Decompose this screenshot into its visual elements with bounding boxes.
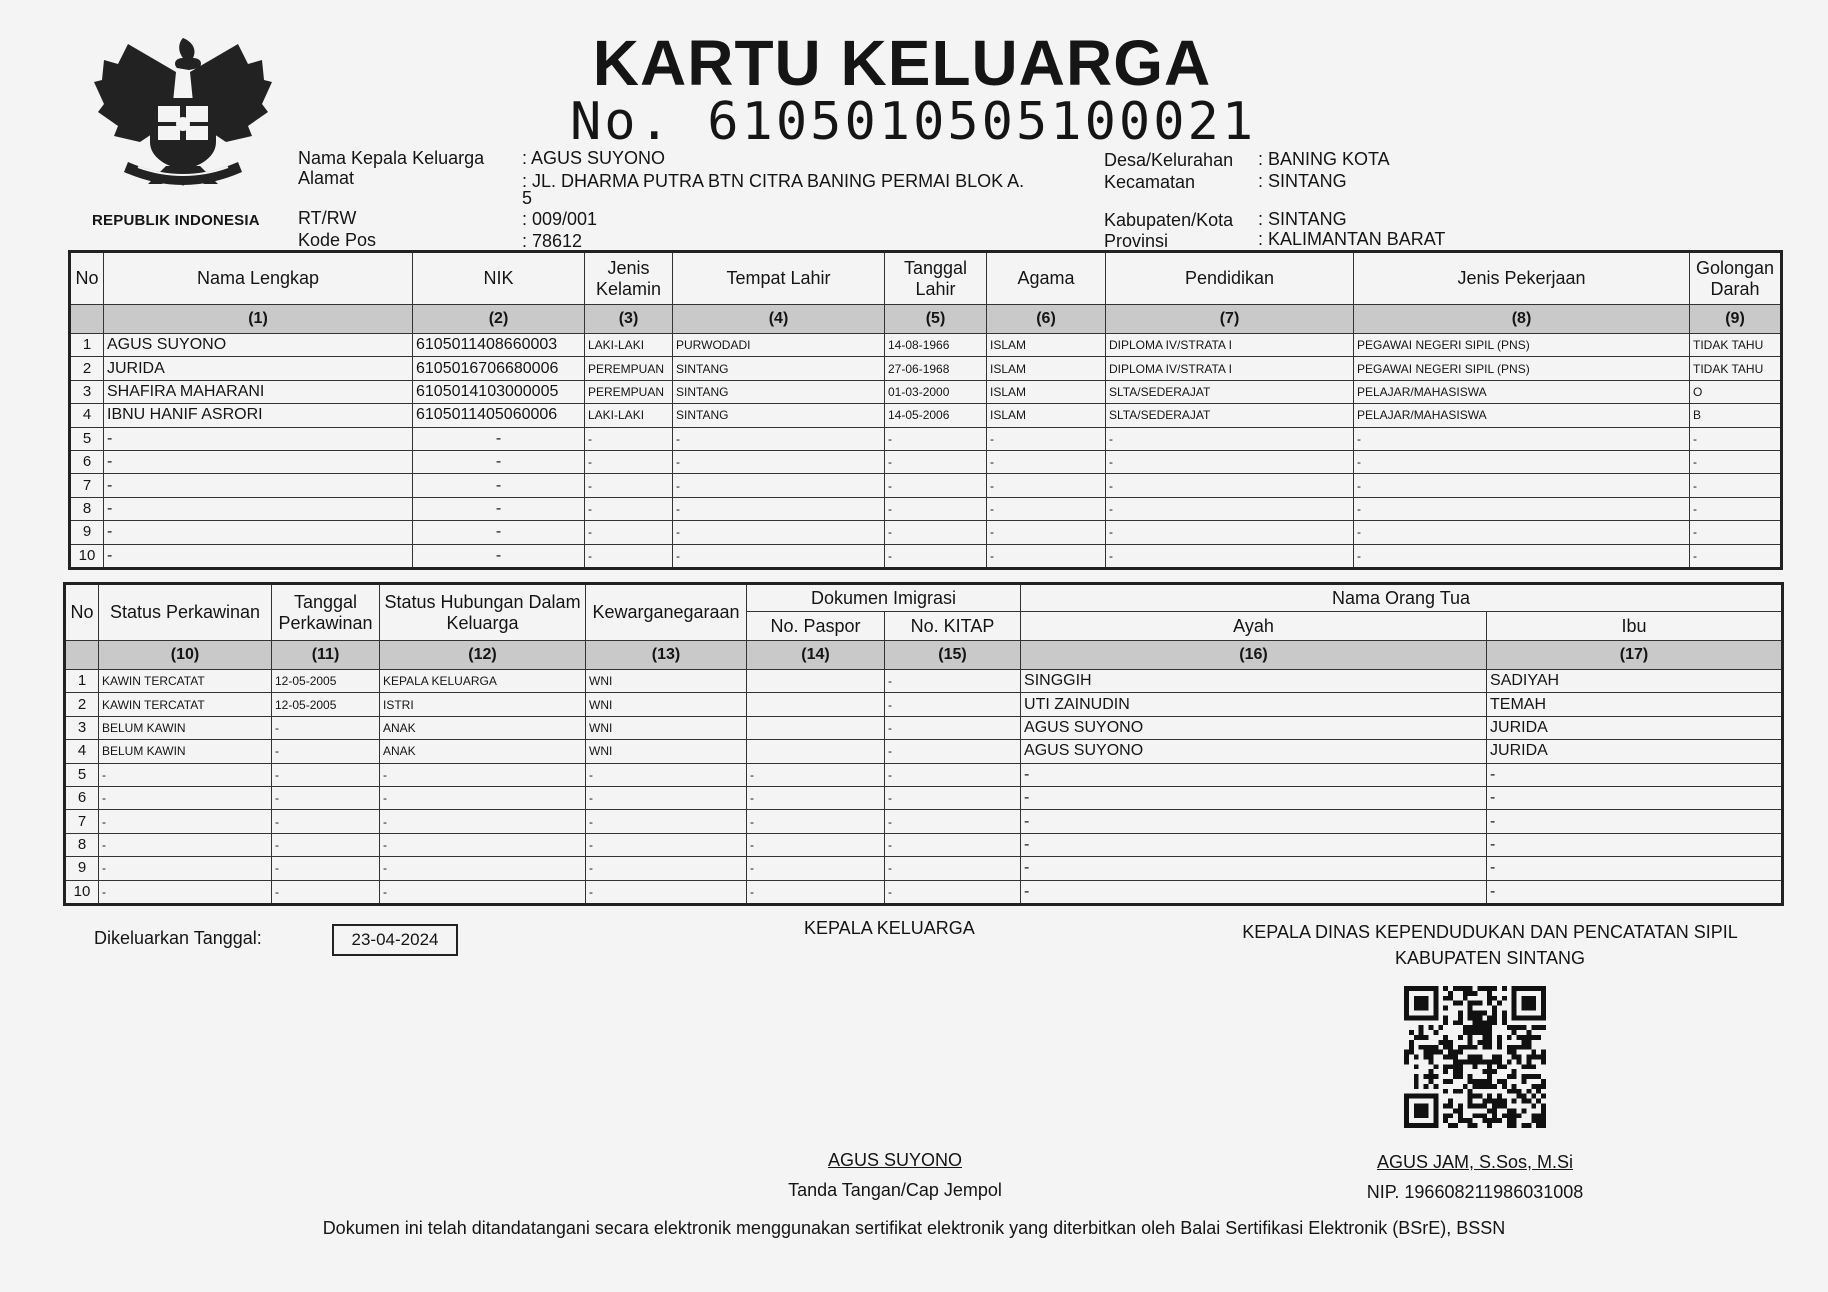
cell-paspor	[747, 693, 885, 716]
cell-nama: -	[104, 521, 413, 544]
cell-kitap: -	[885, 810, 1021, 833]
cell-row-no: 7	[65, 810, 99, 833]
cell-tanggal-lahir: 14-08-1966	[885, 334, 987, 357]
cell-agama: ISLAM	[987, 380, 1106, 403]
cell-tanggal-perkawinan: -	[272, 833, 380, 856]
cell-paspor: -	[747, 786, 885, 809]
members-table-body	[70, 334, 1782, 569]
col-number: (3)	[585, 305, 673, 334]
cell-row-no: 6	[65, 786, 99, 809]
header-tanggal-perkawinan: Tanggal Perkawinan	[272, 584, 380, 641]
cell-row-no: 2	[70, 357, 104, 380]
cell-kitap: -	[885, 786, 1021, 809]
cell-tempat-lahir: -	[673, 427, 885, 450]
cell-kewarganegaraan: -	[586, 763, 747, 786]
cell-golongan-darah: -	[1690, 521, 1782, 544]
value-alamat: : JL. DHARMA PUTRA BTN CITRA BANING PERMAI BLOK A.	[522, 171, 1025, 191]
cell-tempat-lahir: SINTANG	[673, 404, 885, 427]
cell-ayah: -	[1021, 857, 1487, 880]
col-number: (17)	[1487, 641, 1783, 670]
col-number: (10)	[99, 641, 272, 670]
value-provinsi: : KALIMANTAN BARAT	[1258, 229, 1446, 249]
value-kecamatan: : SINTANG	[1258, 171, 1347, 191]
cell-nama: -	[104, 427, 413, 450]
cell-ibu: -	[1487, 857, 1783, 880]
issued-date: 23-04-2024	[332, 924, 458, 956]
cell-pendidikan: -	[1106, 450, 1354, 473]
col-number: (13)	[586, 641, 747, 670]
cell-tempat-lahir: -	[673, 474, 885, 497]
cell-golongan-darah: -	[1690, 497, 1782, 520]
cell-ayah: SINGGIH	[1021, 670, 1487, 693]
cell-status-perkawinan: BELUM KAWIN	[99, 716, 272, 739]
cell-pendidikan: DIPLOMA IV/STRATA I	[1106, 334, 1354, 357]
cell-tanggal-perkawinan: -	[272, 740, 380, 763]
cell-kitap: -	[885, 716, 1021, 739]
cell-pendidikan: -	[1106, 521, 1354, 544]
cell-kewarganegaraan: WNI	[586, 670, 747, 693]
cell-tanggal-lahir: 27-06-1968	[885, 357, 987, 380]
cell-nik: -	[413, 474, 585, 497]
cell-ibu: -	[1487, 810, 1783, 833]
label-kecamatan: Kecamatan	[1104, 172, 1196, 192]
cell-hubungan: -	[380, 786, 586, 809]
cell-nama: AGUS SUYONO	[104, 334, 413, 357]
cell-tanggal-perkawinan: -	[272, 857, 380, 880]
cell-tanggal-perkawinan: -	[272, 880, 380, 904]
cell-nik: -	[413, 497, 585, 520]
table-row	[70, 357, 1782, 380]
cell-kewarganegaraan: WNI	[586, 693, 747, 716]
cell-jenis-kelamin: PEREMPUAN	[585, 357, 673, 380]
cell-pendidikan: -	[1106, 497, 1354, 520]
cell-ibu: -	[1487, 786, 1783, 809]
cell-row-no: 5	[70, 427, 104, 450]
issued-label: Dikeluarkan Tanggal:	[94, 928, 262, 948]
header-status-perkawinan: Status Perkawinan	[99, 584, 272, 641]
cell-row-no: 2	[65, 693, 99, 716]
document-title: KARTU KELUARGA	[592, 27, 1212, 99]
cell-ayah: -	[1021, 880, 1487, 904]
cell-nama: IBNU HANIF ASRORI	[104, 404, 413, 427]
cell-nama: JURIDA	[104, 357, 413, 380]
cell-tempat-lahir: -	[673, 544, 885, 568]
cell-jenis-kelamin: -	[585, 497, 673, 520]
label-desa: Desa/Kelurahan	[1104, 150, 1234, 170]
cell-kewarganegaraan: -	[586, 880, 747, 904]
cell-status-perkawinan: KAWIN TERCATAT	[99, 693, 272, 716]
cell-agama: -	[987, 497, 1106, 520]
cell-tanggal-lahir: -	[885, 450, 987, 473]
cell-ayah: AGUS SUYONO	[1021, 716, 1487, 739]
header-hubungan: Status Hubungan Dalam Keluarga	[380, 584, 586, 641]
header-pekerjaan: Jenis Pekerjaan	[1354, 252, 1690, 305]
cell-golongan-darah: B	[1690, 404, 1782, 427]
emblem-label: REPUBLIK INDONESIA	[92, 212, 260, 229]
cell-hubungan: ANAK	[380, 716, 586, 739]
cell-pekerjaan: -	[1354, 544, 1690, 568]
cell-ayah: UTI ZAINUDIN	[1021, 693, 1487, 716]
status-table-body	[65, 670, 1783, 905]
cell-agama: -	[987, 544, 1106, 568]
label-kabupaten: Kabupaten/Kota	[1104, 210, 1234, 230]
kepala-dinas-name: AGUS JAM, S.Sos, M.Si	[1376, 1152, 1574, 1172]
electronic-signature-note: Dokumen ini telah ditandatangani secara elektronik menggunakan sertifikat elektronik yang diterbitkan oleh Balai Sertifikasi Elektronik (BSrE), BSSN	[322, 1218, 1506, 1238]
header-golongan-darah: Golongan Darah	[1690, 252, 1782, 305]
cell-row-no: 8	[70, 497, 104, 520]
cell-row-no: 9	[70, 521, 104, 544]
cell-row-no: 5	[65, 763, 99, 786]
header-nama-orang-tua: Nama Orang Tua	[1021, 584, 1783, 612]
cell-agama: -	[987, 450, 1106, 473]
header-kewarganegaraan: Kewarganegaraan	[586, 584, 747, 641]
cell-jenis-kelamin: -	[585, 544, 673, 568]
cell-status-perkawinan: -	[99, 880, 272, 904]
cell-tempat-lahir: -	[673, 521, 885, 544]
table-row	[65, 763, 1783, 786]
kepala-keluarga-title: KEPALA KELUARGA	[804, 918, 975, 938]
cell-pendidikan: SLTA/SEDERAJAT	[1106, 380, 1354, 403]
cell-pekerjaan: -	[1354, 521, 1690, 544]
cell-jenis-kelamin: -	[585, 427, 673, 450]
cell-golongan-darah: TIDAK TAHU	[1690, 334, 1782, 357]
cell-row-no: 6	[70, 450, 104, 473]
col-number: (12)	[380, 641, 586, 670]
dinas-title	[1160, 919, 1820, 971]
cell-jenis-kelamin: LAKI-LAKI	[585, 334, 673, 357]
cell-status-perkawinan: BELUM KAWIN	[99, 740, 272, 763]
col-number: (1)	[104, 305, 413, 334]
cell-hubungan: -	[380, 810, 586, 833]
cell-tempat-lahir: PURWODADI	[673, 334, 885, 357]
header-paspor: No. Paspor	[747, 612, 885, 641]
table-row	[65, 693, 1783, 716]
cell-status-perkawinan: -	[99, 763, 272, 786]
cell-ayah: -	[1021, 810, 1487, 833]
table-row	[70, 380, 1782, 403]
value-kodepos: : 78612	[522, 231, 583, 251]
table-row	[70, 450, 1782, 473]
table-row	[65, 880, 1783, 904]
cell-hubungan: KEPALA KELUARGA	[380, 670, 586, 693]
cell-pekerjaan: -	[1354, 474, 1690, 497]
header-kitap: No. KITAP	[885, 612, 1021, 641]
dinas-title-line1: KEPALA DINAS KEPENDUDUKAN DAN PENCATATAN SIPIL	[1242, 922, 1738, 942]
header-pendidikan: Pendidikan	[1106, 252, 1354, 305]
label-alamat: Alamat	[298, 168, 355, 188]
cell-nik: -	[413, 544, 585, 568]
cell-jenis-kelamin: -	[585, 474, 673, 497]
col-number: (4)	[673, 305, 885, 334]
cell-nik: 6105011405060006	[413, 404, 585, 427]
cell-nama: -	[104, 544, 413, 568]
table-row	[65, 670, 1783, 693]
table-row	[65, 833, 1783, 856]
label-kepala: Nama Kepala Keluarga	[298, 148, 485, 168]
cell-ibu: JURIDA	[1487, 740, 1783, 763]
cell-kewarganegaraan: -	[586, 786, 747, 809]
value-kabupaten: : SINTANG	[1258, 209, 1347, 229]
cell-nama: -	[104, 474, 413, 497]
cell-ayah: -	[1021, 833, 1487, 856]
cell-tanggal-lahir: -	[885, 474, 987, 497]
cell-paspor: -	[747, 810, 885, 833]
cell-agama: -	[987, 521, 1106, 544]
cell-kewarganegaraan: -	[586, 810, 747, 833]
cell-status-perkawinan: -	[99, 833, 272, 856]
cell-hubungan: -	[380, 763, 586, 786]
col-number: (2)	[413, 305, 585, 334]
cell-paspor	[747, 670, 885, 693]
cell-row-no: 7	[70, 474, 104, 497]
cell-tempat-lahir: SINTANG	[673, 357, 885, 380]
cell-agama: -	[987, 427, 1106, 450]
cell-status-perkawinan: -	[99, 786, 272, 809]
header-ayah: Ayah	[1021, 612, 1487, 641]
cell-row-no: 3	[70, 380, 104, 403]
table-row	[65, 786, 1783, 809]
header-jenis-kelamin: Jenis Kelamin	[585, 252, 673, 305]
cell-row-no: 1	[70, 334, 104, 357]
kepala-keluarga-name: AGUS SUYONO	[827, 1150, 963, 1170]
status-table	[63, 582, 1784, 906]
col-number: (16)	[1021, 641, 1487, 670]
col-number-blank	[65, 641, 99, 670]
cell-row-no: 4	[65, 740, 99, 763]
cell-paspor: -	[747, 857, 885, 880]
cell-hubungan: -	[380, 880, 586, 904]
table-row	[70, 497, 1782, 520]
cell-nik: -	[413, 427, 585, 450]
cell-golongan-darah: O	[1690, 380, 1782, 403]
cell-row-no: 10	[70, 544, 104, 568]
cell-nik: 6105014103000005	[413, 380, 585, 403]
header-tempat-lahir: Tempat Lahir	[673, 252, 885, 305]
cell-row-no: 1	[65, 670, 99, 693]
label-provinsi: Provinsi	[1104, 231, 1169, 251]
cell-paspor	[747, 716, 885, 739]
cell-golongan-darah: TIDAK TAHU	[1690, 357, 1782, 380]
col-number: (6)	[987, 305, 1106, 334]
col-number: (8)	[1354, 305, 1690, 334]
header-no: No	[65, 584, 99, 641]
table-row	[70, 474, 1782, 497]
cell-jenis-kelamin: PEREMPUAN	[585, 380, 673, 403]
cell-jenis-kelamin: LAKI-LAKI	[585, 404, 673, 427]
value-desa: : BANING KOTA	[1258, 149, 1390, 169]
cell-paspor: -	[747, 880, 885, 904]
header-ibu: Ibu	[1487, 612, 1783, 641]
table-row	[65, 810, 1783, 833]
cell-jenis-kelamin: -	[585, 450, 673, 473]
header-dokumen-imigrasi: Dokumen Imigrasi	[747, 584, 1021, 612]
cell-kitap: -	[885, 740, 1021, 763]
cell-paspor: -	[747, 833, 885, 856]
kk-number: No. 6105010505100021	[570, 92, 1257, 152]
cell-tanggal-lahir: 14-05-2006	[885, 404, 987, 427]
cell-kitap: -	[885, 670, 1021, 693]
header-nama: Nama Lengkap	[104, 252, 413, 305]
table-row	[65, 857, 1783, 880]
cell-tempat-lahir: -	[673, 497, 885, 520]
signature-caption: Tanda Tangan/Cap Jempol	[788, 1180, 1002, 1200]
cell-tanggal-perkawinan: -	[272, 786, 380, 809]
cell-ayah: -	[1021, 763, 1487, 786]
cell-tanggal-perkawinan: 12-05-2005	[272, 693, 380, 716]
header-no: No	[70, 252, 104, 305]
cell-row-no: 9	[65, 857, 99, 880]
col-number: (15)	[885, 641, 1021, 670]
cell-agama: ISLAM	[987, 404, 1106, 427]
cell-nik: 6105011408660003	[413, 334, 585, 357]
cell-tempat-lahir: SINTANG	[673, 380, 885, 403]
cell-row-no: 3	[65, 716, 99, 739]
cell-kitap: -	[885, 857, 1021, 880]
cell-tempat-lahir: -	[673, 450, 885, 473]
cell-kewarganegaraan: -	[586, 833, 747, 856]
col-number: (14)	[747, 641, 885, 670]
table-row	[65, 716, 1783, 739]
kepala-dinas-nip: NIP. 196608211986031008	[1366, 1182, 1584, 1202]
cell-tanggal-perkawinan: -	[272, 810, 380, 833]
cell-nama: SHAFIRA MAHARANI	[104, 380, 413, 403]
value-kepala: : AGUS SUYONO	[522, 148, 666, 168]
header-tanggal-lahir: Tanggal Lahir	[885, 252, 987, 305]
table-row	[65, 740, 1783, 763]
cell-kitap: -	[885, 763, 1021, 786]
cell-hubungan: ANAK	[380, 740, 586, 763]
cell-agama: -	[987, 474, 1106, 497]
table-row	[70, 334, 1782, 357]
cell-golongan-darah: -	[1690, 427, 1782, 450]
cell-pekerjaan: PELAJAR/MAHASISWA	[1354, 404, 1690, 427]
cell-pekerjaan: -	[1354, 450, 1690, 473]
cell-pendidikan: -	[1106, 427, 1354, 450]
col-number: (5)	[885, 305, 987, 334]
cell-kewarganegaraan: -	[586, 857, 747, 880]
cell-tanggal-perkawinan: -	[272, 763, 380, 786]
cell-pekerjaan: PEGAWAI NEGERI SIPIL (PNS)	[1354, 334, 1690, 357]
cell-paspor	[747, 740, 885, 763]
cell-golongan-darah: -	[1690, 474, 1782, 497]
cell-pendidikan: DIPLOMA IV/STRATA I	[1106, 357, 1354, 380]
cell-kitap: -	[885, 880, 1021, 904]
cell-tanggal-lahir: -	[885, 544, 987, 568]
dinas-title-line2: KABUPATEN SINTANG	[1394, 948, 1586, 968]
cell-paspor: -	[747, 763, 885, 786]
cell-jenis-kelamin: -	[585, 521, 673, 544]
cell-nik: -	[413, 450, 585, 473]
col-number-blank	[70, 305, 104, 334]
cell-hubungan: ISTRI	[380, 693, 586, 716]
cell-ayah: AGUS SUYONO	[1021, 740, 1487, 763]
col-number: (7)	[1106, 305, 1354, 334]
members-table	[68, 250, 1783, 570]
cell-tanggal-lahir: -	[885, 521, 987, 544]
cell-tanggal-lahir: 01-03-2000	[885, 380, 987, 403]
cell-ibu: -	[1487, 880, 1783, 904]
cell-ibu: -	[1487, 763, 1783, 786]
cell-pekerjaan: PELAJAR/MAHASISWA	[1354, 380, 1690, 403]
cell-row-no: 4	[70, 404, 104, 427]
qr-code-icon	[1404, 986, 1546, 1128]
cell-tanggal-lahir: -	[885, 497, 987, 520]
cell-hubungan: -	[380, 833, 586, 856]
cell-status-perkawinan: -	[99, 857, 272, 880]
cell-nik: 6105016706680006	[413, 357, 585, 380]
table-row	[70, 544, 1782, 568]
cell-tanggal-lahir: -	[885, 427, 987, 450]
cell-status-perkawinan: KAWIN TERCATAT	[99, 670, 272, 693]
cell-agama: ISLAM	[987, 357, 1106, 380]
cell-pendidikan: -	[1106, 474, 1354, 497]
value-rtrw: : 009/001	[522, 209, 598, 229]
cell-ibu: SADIYAH	[1487, 670, 1783, 693]
header-nik: NIK	[413, 252, 585, 305]
table-row	[70, 427, 1782, 450]
col-number: (9)	[1690, 305, 1782, 334]
cell-pekerjaan: -	[1354, 427, 1690, 450]
cell-status-perkawinan: -	[99, 810, 272, 833]
cell-tanggal-perkawinan: 12-05-2005	[272, 670, 380, 693]
cell-agama: ISLAM	[987, 334, 1106, 357]
cell-ibu: TEMAH	[1487, 693, 1783, 716]
cell-pendidikan: SLTA/SEDERAJAT	[1106, 404, 1354, 427]
cell-nama: -	[104, 497, 413, 520]
cell-golongan-darah: -	[1690, 544, 1782, 568]
cell-nama: -	[104, 450, 413, 473]
cell-nik: -	[413, 521, 585, 544]
label-rtrw: RT/RW	[298, 208, 357, 228]
label-kodepos: Kode Pos	[298, 230, 377, 250]
table-row	[70, 521, 1782, 544]
cell-ibu: JURIDA	[1487, 716, 1783, 739]
cell-hubungan: -	[380, 857, 586, 880]
cell-kitap: -	[885, 693, 1021, 716]
cell-row-no: 8	[65, 833, 99, 856]
cell-pendidikan: -	[1106, 544, 1354, 568]
cell-pekerjaan: PEGAWAI NEGERI SIPIL (PNS)	[1354, 357, 1690, 380]
cell-ayah: -	[1021, 786, 1487, 809]
value-alamat-line2: 5	[522, 188, 533, 208]
cell-kewarganegaraan: WNI	[586, 716, 747, 739]
cell-ibu: -	[1487, 833, 1783, 856]
cell-pekerjaan: -	[1354, 497, 1690, 520]
cell-kewarganegaraan: WNI	[586, 740, 747, 763]
cell-row-no: 10	[65, 880, 99, 904]
cell-golongan-darah: -	[1690, 450, 1782, 473]
cell-kitap: -	[885, 833, 1021, 856]
cell-tanggal-perkawinan: -	[272, 716, 380, 739]
col-number: (11)	[272, 641, 380, 670]
table-row	[70, 404, 1782, 427]
header-agama: Agama	[987, 252, 1106, 305]
